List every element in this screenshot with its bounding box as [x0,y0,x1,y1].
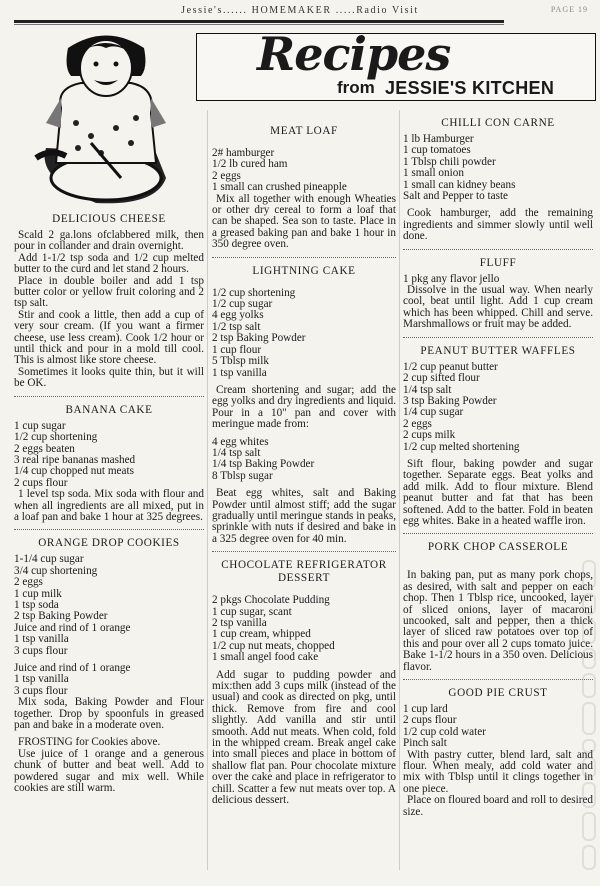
recipe-title: LIGHTNING CAKE [252,264,356,277]
ingredient-line: 1 tsp soda [14,599,59,611]
recipe-title: PORK CHOP CASSEROLE [427,541,569,554]
ingredient-line: 1 Tblsp chili powder [403,156,496,168]
recipe-delicious-cheese [14,213,204,390]
ingredient-line: 2# hamburger [212,148,275,159]
instruction-paragraph: Cream shortening and sugar; add the egg yolks and dry ingredients and liquid. Pour in a 10" pan and cover with meringue made from: [212,383,396,431]
ingredient-line: 1/4 cup sugar [403,407,464,419]
ingredient-line: 3 real ripe bananas mashed [14,454,136,466]
instruction-paragraph: In baking pan, put as many pork chops, as desired, with salt and pepper on each chop. Then 1 Tblsp rice, uncooked, layer of sliced onions, layer of macaroni uncooked, salt and pepper, then a thick layer of sliced raw potatoes over top of this and pour over all 2 cups tomato juice. Bake 1-1/2 hours in a 350 oven. Delicious flavor. [403,569,593,673]
instruction-paragraph: Stir and cook a little, then add a cup of very sour cream. (If you want a firmer cheese, use less cream). Cook 1/2 hour or until thick and pour in a mold till cool. This is almost like store cheese. [14,308,204,367]
instruction-paragraph: Mix soda, Baking Powder and Flour together. Drop by spoonfuls in greased pan and bake in a moderate oven. [14,696,204,732]
ingredient-line: 1 cup sugar, scant [212,606,292,618]
instruction-paragraph: 1 level tsp soda. Mix soda with flour and when all ingredients are all mixed, put in a loaf pan and bake 1 hour at 325 degrees. [14,488,204,523]
banner-kitchen: JESSIE'S KITCHEN [385,78,555,98]
ingredient-line: 1 tsp vanilla [14,634,69,646]
ingredient-line: 2 eggs [403,418,432,430]
recipe-chilli-con-carne [403,117,593,243]
ingredient-line: 1/4 tsp Baking Powder [212,459,315,471]
ingredient-line: 1/4 tsp salt [212,447,261,459]
ingredient-line: 1/4 cup chopped nut meats [14,466,134,478]
instruction-paragraph: Sift flour, baking powder and sugar together. Separate eggs. Beat yolks and add milk. Add to flour mixture. Blend peanut butter and fat that has been softened. Add to the batter. Fold in beaten egg whites. Bake in a heated waffle iron. [403,457,593,527]
recipe-lightning-cake [212,265,396,546]
ingredient-line: 1/2 tsp salt [212,321,261,333]
header-rule-thin [14,24,504,25]
column-divider [207,110,208,870]
ingredient-line: 1 cup cream, whipped [212,629,311,641]
ingredient-line: 2 eggs [14,577,43,589]
dotted-separator [403,533,593,534]
ingredient-line: 2 cups flour [403,715,457,727]
ingredient-line: 2 tsp Baking Powder [212,333,306,345]
ingredient-line: 1/2 cup shortening [14,432,98,444]
ingredient-line: 2 cups flour [14,477,68,489]
ingredient-line: 3 tsp Baking Powder [403,395,497,407]
ingredient-line: 3 cups flour [14,645,68,657]
ingredient-line: 2 tsp Baking Powder [14,611,108,623]
ingredient-line: 2 cups milk [403,430,456,442]
ingredient-line: 1 cup milk [14,588,62,600]
recipe-title: PEANUT BUTTER WAFFLES [420,344,576,357]
ingredient-line: 1 small can crushed pineapple [212,182,347,194]
recipe-title: ORANGE DROP COOKIES [38,537,180,550]
ingredient-line: 1 lb Hamburger [403,134,474,145]
instruction-paragraph: Cook hamburger, add the remaining ingredients and simmer slowly until well done. [403,207,593,243]
recipe-title: CHILLI CON CARNE [441,117,555,129]
recipe-title: DELICIOUS CHEESE [52,213,166,225]
ingredient-line: 1 pkg any flavor jello [403,273,500,285]
ingredient-line: 1 cup tomatoes [403,145,471,157]
dotted-separator [212,257,396,258]
ingredient-line: 1/2 cup sugar [212,299,273,311]
ingredient-line: 8 Tblsp sugar [212,470,273,482]
recipe-title: BANANA CAKE [65,403,153,416]
column-divider [399,110,400,870]
running-header: Jessie's...... HOMEMAKER .....Radio Visit [181,5,419,16]
dotted-separator [14,396,204,397]
dotted-separator [14,529,204,530]
ingredient-line: 1/4 tsp salt [403,384,452,396]
ingredient-line: 2 eggs beaten [14,443,75,455]
recipe-title: FLUFF [479,256,517,269]
ingredient-line: 2 cup sifted flour [403,373,480,385]
instruction-paragraph: Dissolve in the usual way. When nearly cool, beat until light. Add 1 cup cream which has been whipped. Chill and serve. Marshmallows or fruit may be added. [403,284,593,331]
ingredient-line: 5 Tblsp milk [212,356,269,368]
column-middle [212,125,396,807]
ingredient-line: 1/2 cup nut meats, chopped [212,640,335,652]
column-right [403,117,593,818]
ingredient-line: 1/2 cup shortening [212,287,296,299]
instruction-paragraph: Beat egg whites, salt and Baking Powder until almost stiff; add the sugar gradually until meringue stands in peaks, sprinkle with nuts if desired and bake in a 325 degree oven for 40 min. [212,487,396,545]
recipe-title: GOOD PIE CRUST [448,687,548,700]
recipe-title: MEAT LOAF [270,125,338,137]
ingredient-line: 1-1/4 cup sugar [14,554,84,566]
recipe-pork-chop-casserole [403,541,593,673]
ingredient-line: 1/2 cup cold water [403,726,486,738]
instruction-paragraph: Mix all together with enough Wheaties or other dry cereal to form a loaf that can be shaped. Sea son to taste. Place in a greased baking pan and bake 1 hour in 350 degree oven. [212,192,396,251]
homemaker-illustration [6,28,206,208]
ingredient-line: 3 cups flour [14,685,68,697]
dotted-separator [212,551,396,552]
recipe-orange-drop-cookies [14,537,204,794]
ingredient-line: 1 cup flour [212,344,262,356]
ingredient-line: 1 cup lard [403,704,448,716]
instruction-paragraph: Add 1-1/2 tsp soda and 1/2 cup melted butter to the curd and let stand 2 hours. [14,251,204,276]
banner-script-title: Recipes [257,33,451,81]
page-number: PAGE 19 [550,5,588,14]
ingredient-line: 2 eggs [212,170,241,182]
ingredient-line: 1 small angel food cake [212,652,319,664]
recipes-banner [196,33,596,101]
recipe-chocolate-refrigerator-dessert [212,559,396,806]
ingredient-line: Salt and Pepper to taste [403,191,509,203]
ingredient-line: 3/4 cup shortening [14,565,98,577]
ingredient-line: 1 small onion [403,168,464,180]
instruction-paragraph: Scald 2 ga.lons ofclabbered milk, then pour in collander and drain overnight. [14,229,204,253]
dotted-separator [403,249,593,250]
column-left [14,213,204,794]
banner-from: from [337,78,375,97]
dotted-separator [403,337,593,338]
instruction-paragraph: Place on floured board and roll to desired size. [403,794,593,818]
ingredient-line: Juice and rind of 1 orange [14,663,131,674]
ingredient-line: 1/2 cup peanut butter [403,361,498,373]
ingredient-line: 1/2 cup melted shortening [403,441,520,453]
instruction-paragraph: With pastry cutter, blend lard, salt and flour. When mealy, add cold water and mix with Tblsp until it clings together in one piece. [403,748,593,795]
ingredient-line: 1 tsp vanilla [212,367,267,379]
watermark-graphic [579,560,599,870]
recipe-good-pie-crust [403,687,593,818]
header-rule [14,20,504,23]
ingredient-line: 1/2 lb cured ham [212,159,288,171]
ingredient-line: 1 small can kidney beans [403,179,516,191]
ingredient-line: 4 egg whites [212,436,269,448]
ingredient-line: 1 tsp vanilla [14,674,69,686]
ingredient-line: 1 cup sugar [14,420,66,432]
instruction-paragraph: Use juice of 1 orange and a generous chunk of butter and beat well. Add to powdered sugar and mix well. While cookies are still warm. [14,747,204,795]
dotted-separator [403,679,593,680]
recipe-title: CHOCOLATE REFRIGERATOR DESSERT [221,559,387,585]
instruction-paragraph: Sometimes it looks quite thin, but it will be OK. [14,365,204,390]
recipe-peanut-butter-waffles [403,345,593,528]
ingredient-line: 2 tsp vanilla [212,618,267,629]
recipe-meat-loaf [212,125,396,251]
ingredient-line: 2 pkgs Chocolate Pudding [212,595,330,607]
ingredient-line: Juice and rind of 1 orange [14,622,131,634]
instruction-paragraph: FROSTING for Cookies above. [18,736,161,749]
instruction-paragraph: Place in double boiler and add 1 tsp butter color or yellow fruit coloring and 2 tsp salt. [14,274,204,310]
recipe-fluff [403,257,593,331]
ingredient-line: Pinch salt [403,738,447,750]
ingredient-line: 4 egg yolks [212,310,264,322]
instruction-paragraph: Add sugar to pudding powder and mix:then add 3 cups milk (instead of the usual) and cook as directed on pkg, until thick. Remove from fire and cool slightly. Add vanilla and stir until smooth. Add nut meats. When cold, fold in the whipped cream. Break angel cake into small pieces and place in bottom of shallow flat pan. Pour chocolate mixture over the cake and place in refrigerator to chill. Scatter a few nut meats over top. A delicious dessert. [212,668,396,807]
recipe-banana-cake [14,404,204,524]
